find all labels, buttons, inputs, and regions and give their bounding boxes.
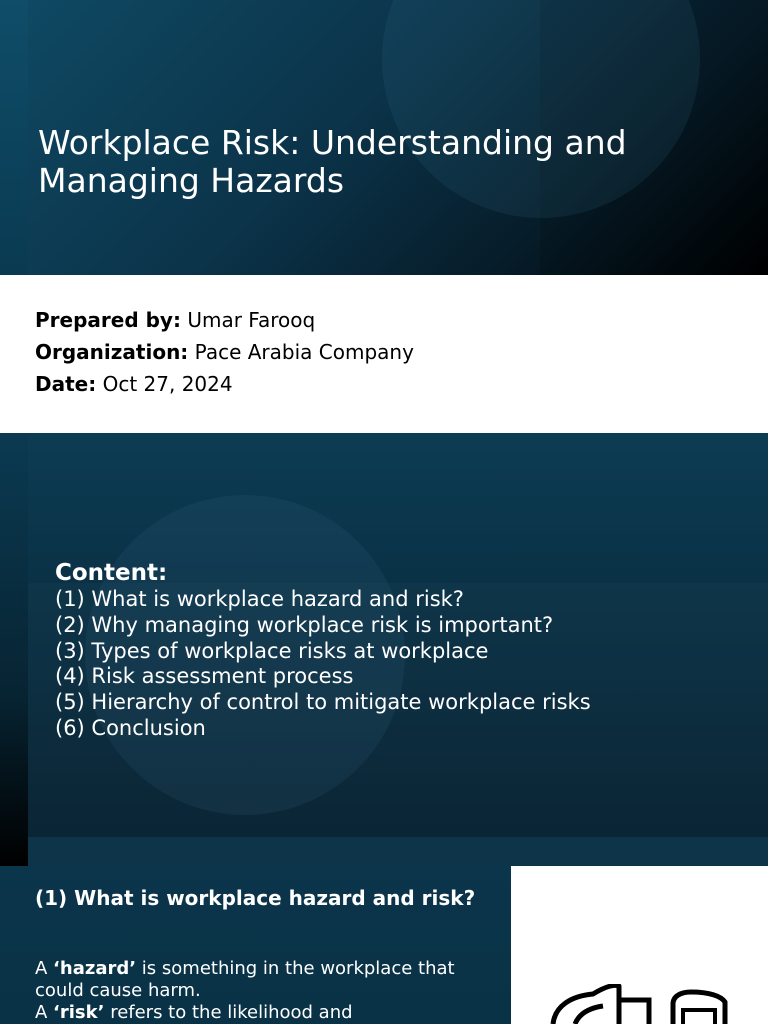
presentation-title: Workplace Risk: Understanding and Managing Hazards: [38, 123, 627, 200]
date-value: Oct 27, 2024: [102, 372, 233, 396]
organization-value: Pace Arabia Company: [194, 340, 414, 364]
decorative-band: [28, 837, 768, 866]
section-panel: [0, 866, 511, 1024]
hazard-term: ‘hazard’: [53, 958, 137, 979]
organization-line: [35, 340, 414, 364]
contents-item-5: (5) Hierarchy of control to mitigate workplace risks: [55, 690, 591, 715]
risk-term: ‘risk’: [53, 1002, 105, 1023]
hazard-illustration-icon: [545, 984, 745, 1024]
contents-heading: Content:: [55, 560, 168, 586]
contents-item-2: (2) Why managing workplace risk is important?: [55, 612, 554, 637]
decorative-strip: [0, 433, 28, 866]
contents-item-1: (1) What is workplace hazard and risk?: [55, 587, 464, 611]
contents-item-6: (6) Conclusion: [55, 715, 206, 740]
contents-item-3: (3) Types of workplace risks at workplace: [55, 638, 489, 663]
prepared-by-label: Prepared by:: [35, 308, 181, 332]
risk-definition: [35, 1002, 495, 1024]
risk-prefix: A: [35, 1002, 54, 1023]
section-title: (1) What is workplace hazard and risk?: [35, 886, 476, 910]
hazard-risk-slide: [0, 866, 768, 1024]
date-line: [35, 372, 233, 396]
prepared-by-line: [35, 308, 315, 332]
organization-label: Organization:: [35, 340, 189, 364]
hazard-text: is something in the workplace that could cause harm.: [35, 958, 455, 1001]
table-of-contents: [55, 560, 591, 742]
decorative-strip: [0, 0, 28, 275]
date-label: Date:: [35, 372, 97, 396]
hazard-prefix: A: [35, 958, 54, 979]
info-slide: [0, 275, 768, 433]
contents-item-4: (4) Risk assessment process: [55, 664, 354, 689]
prepared-by-value: Umar Farooq: [187, 308, 316, 332]
contents-slide: [0, 433, 768, 866]
risk-text: refers to the likelihood and: [104, 1002, 353, 1023]
section-body: [35, 958, 495, 1024]
title-slide: [0, 0, 768, 275]
hazard-definition: [35, 958, 495, 1002]
